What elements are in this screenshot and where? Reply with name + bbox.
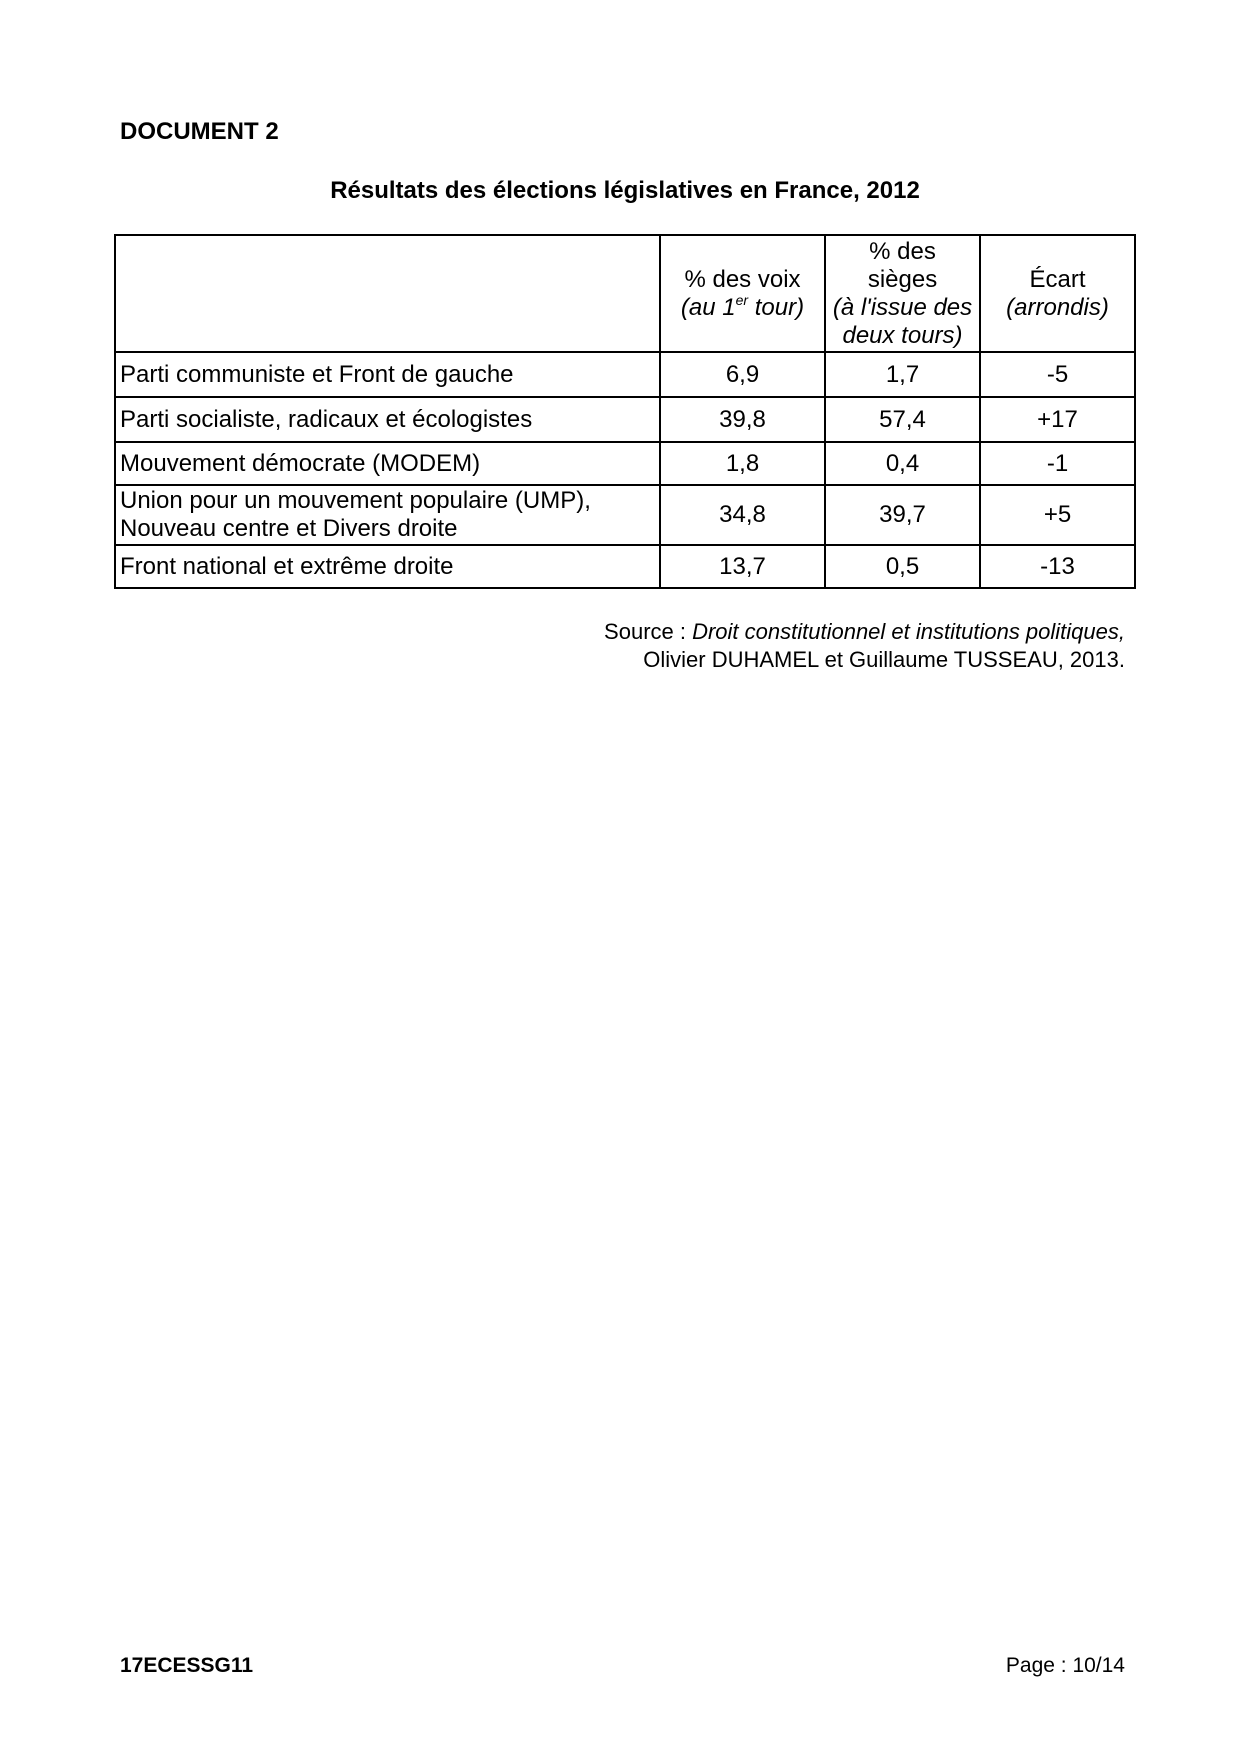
ecart-value: +5 <box>980 485 1135 545</box>
voix-value: 1,8 <box>660 442 825 485</box>
source-prefix: Source : <box>604 619 693 644</box>
election-results-table <box>114 234 1136 589</box>
party-name-line-1: Union pour un mouvement populaire (UMP), <box>120 487 591 514</box>
header-ecart-subtitle: (arrondis) <box>1006 293 1109 321</box>
sieges-value: 1,7 <box>825 352 980 397</box>
party-name: Mouvement démocrate (MODEM) <box>115 442 660 485</box>
ecart-value: +17 <box>980 397 1135 442</box>
voix-value: 13,7 <box>660 545 825 588</box>
sieges-value: 0,5 <box>825 545 980 588</box>
voix-value: 39,8 <box>660 397 825 442</box>
sieges-value: 57,4 <box>825 397 980 442</box>
header-ecart <box>980 235 1135 352</box>
party-name-line-2: Nouveau centre et Divers droite <box>120 515 458 542</box>
voix-value: 6,9 <box>660 352 825 397</box>
party-name: Parti communiste et Front de gauche <box>115 352 660 397</box>
table-row <box>115 442 1135 485</box>
table-row <box>115 352 1135 397</box>
party-name: Front national et extrême droite <box>115 545 660 588</box>
party-name <box>115 485 660 545</box>
ecart-value: -1 <box>980 442 1135 485</box>
header-voix-title: % des voix <box>684 265 801 293</box>
footer-page-number: Page : 10/14 <box>1005 1654 1125 1677</box>
sieges-value: 39,7 <box>825 485 980 545</box>
party-name: Parti socialiste, radicaux et écologistes <box>115 397 660 442</box>
header-sieges-subtitle-1: (à l'issue des <box>832 293 973 321</box>
voix-value: 34,8 <box>660 485 825 545</box>
table-row <box>115 545 1135 588</box>
sieges-value: 0,4 <box>825 442 980 485</box>
ecart-value: -13 <box>980 545 1135 588</box>
source-work: Droit constitutionnel et institutions politiques, <box>692 619 1125 644</box>
document-label: DOCUMENT 2 <box>120 118 279 145</box>
header-voix <box>660 235 825 352</box>
ecart-value: -5 <box>980 352 1135 397</box>
source-citation <box>604 618 1125 674</box>
source-line-1 <box>604 618 1125 646</box>
footer-document-code: 17ECESSG11 <box>120 1654 254 1677</box>
header-sieges-title-2: sièges <box>867 265 938 293</box>
source-authors: Olivier DUHAMEL et Guillaume TUSSEAU, 2013. <box>643 647 1125 672</box>
table-header-row <box>115 235 1135 352</box>
header-party <box>115 235 660 352</box>
header-sieges-title-1: % des <box>869 237 936 265</box>
header-ecart-title: Écart <box>1029 265 1086 293</box>
header-sieges <box>825 235 980 352</box>
header-sieges-subtitle-2: deux tours) <box>842 321 963 349</box>
table-row <box>115 397 1135 442</box>
table-row <box>115 485 1135 545</box>
document-title: Résultats des élections législatives en France, 2012 <box>330 177 920 204</box>
header-voix-subtitle: (au 1er tour) <box>680 291 805 321</box>
